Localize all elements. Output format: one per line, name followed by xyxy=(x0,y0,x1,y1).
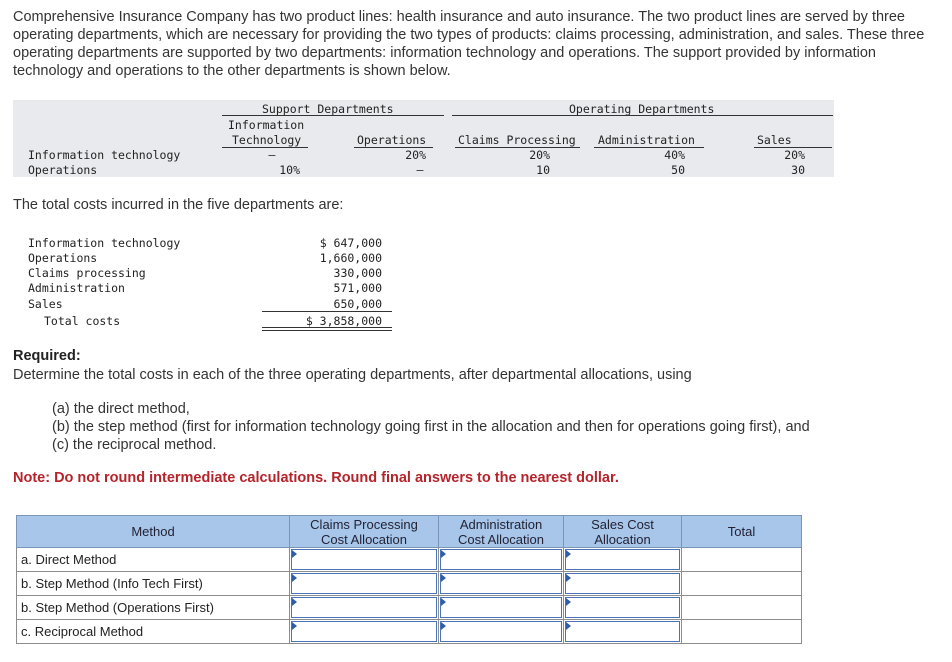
support-header-underline xyxy=(222,115,444,116)
total-cell xyxy=(682,572,802,596)
support-departments-header: Support Departments xyxy=(262,102,394,116)
row-ops-ops: – xyxy=(416,163,424,177)
admin-cell xyxy=(439,620,564,644)
claims-allocation-input[interactable] xyxy=(292,574,436,591)
cost-label-it: Information technology xyxy=(28,236,181,250)
header-claims-line2: Cost Allocation xyxy=(321,531,407,547)
admin-cell xyxy=(439,572,564,596)
col-sales: Sales xyxy=(757,133,792,147)
required-title: Required: xyxy=(13,348,81,364)
sales-cell xyxy=(564,596,682,620)
header-sales-line2: Allocation xyxy=(594,531,651,547)
cost-value-claims: 330,000 xyxy=(333,266,382,280)
admin-cell xyxy=(439,596,564,620)
row-ops-label: Operations xyxy=(28,163,98,177)
col-it-line1: Information xyxy=(228,118,305,132)
sales-allocation-input[interactable] xyxy=(566,598,679,615)
cost-value-total: $ 3,858,000 xyxy=(305,314,382,328)
sales-cell xyxy=(564,548,682,572)
header-method: Method xyxy=(17,516,290,548)
operating-departments-header: Operating Departments xyxy=(569,102,715,116)
table-row xyxy=(17,620,802,644)
sales-allocation-input[interactable] xyxy=(566,550,679,567)
col-claims-processing: Claims Processing xyxy=(458,133,576,147)
row-it-claims: 20% xyxy=(529,148,550,162)
header-total: Total xyxy=(682,516,802,548)
sales-allocation-input[interactable] xyxy=(566,574,679,591)
admin-allocation-input[interactable] xyxy=(441,598,561,615)
claims-allocation-input[interactable] xyxy=(292,598,436,615)
cost-total-double-underline xyxy=(262,327,392,331)
costs-intro: The total costs incurred in the five departments are: xyxy=(13,197,344,213)
table-row xyxy=(17,596,802,620)
rounding-note: Note: Do not round intermediate calculations. Round final answers to the nearest dollar. xyxy=(13,470,619,486)
cost-label-total: Total costs xyxy=(44,314,121,328)
method-label: a. Direct Method xyxy=(17,548,290,572)
header-sales xyxy=(564,516,682,548)
row-it-label: Information technology xyxy=(28,148,181,162)
col-administration: Administration xyxy=(598,133,695,147)
row-ops-claims: 10 xyxy=(536,163,550,177)
method-label: b. Step Method (Info Tech First) xyxy=(17,572,290,596)
claims-cell xyxy=(290,596,439,620)
header-admin xyxy=(439,516,564,548)
required-text: Determine the total costs in each of the three operating departments, after departmental allocations, using xyxy=(13,367,692,383)
method-label: b. Step Method (Operations First) xyxy=(17,596,290,620)
col-operations: Operations xyxy=(357,133,427,147)
cost-sum-line xyxy=(262,311,392,312)
admin-allocation-input[interactable] xyxy=(441,574,561,591)
total-cell xyxy=(682,596,802,620)
header-claims xyxy=(290,516,439,548)
row-ops-sales: 30 xyxy=(791,163,805,177)
answer-table xyxy=(16,515,802,644)
total-cell xyxy=(682,548,802,572)
operating-header-underline xyxy=(452,115,833,116)
row-it-it: – xyxy=(268,148,276,162)
cost-label-admin: Administration xyxy=(28,281,125,295)
total-cell xyxy=(682,620,802,644)
cost-label-claims: Claims processing xyxy=(28,266,146,280)
header-admin-line2: Cost Allocation xyxy=(458,531,544,547)
cost-label-ops: Operations xyxy=(28,251,98,265)
table-row xyxy=(17,548,802,572)
row-ops-admin: 50 xyxy=(671,163,685,177)
required-item-a: (a) the direct method, xyxy=(52,401,190,417)
row-ops-it: 10% xyxy=(279,163,300,177)
required-item-c: (c) the reciprocal method. xyxy=(52,437,217,453)
claims-allocation-input[interactable] xyxy=(292,550,436,567)
row-it-ops: 20% xyxy=(405,148,426,162)
table-row xyxy=(17,572,802,596)
claims-cell xyxy=(290,572,439,596)
required-item-b: (b) the step method (first for information technology going first in the allocation and then for operations going first), and xyxy=(52,419,810,435)
intro-paragraph: Comprehensive Insurance Company has two product lines: health insurance and auto insurance. The two product lines are served by three operating departments, which are necessary for providing the two types of products: claims processing, administration, and sales. These three operating departments are supported by two departments: information technology and operations. The support provided by information technology and operations to the other departments is shown below. xyxy=(13,9,925,79)
cost-value-ops: 1,660,000 xyxy=(319,251,382,265)
claims-allocation-input[interactable] xyxy=(292,622,436,639)
sales-cell xyxy=(564,572,682,596)
row-it-sales: 20% xyxy=(784,148,805,162)
sales-cell xyxy=(564,620,682,644)
row-it-admin: 40% xyxy=(664,148,685,162)
claims-cell xyxy=(290,620,439,644)
header-admin-line1: Administration xyxy=(459,516,543,532)
claims-cell xyxy=(290,548,439,572)
admin-allocation-input[interactable] xyxy=(441,550,561,567)
method-label: c. Reciprocal Method xyxy=(17,620,290,644)
cost-label-sales: Sales xyxy=(28,297,63,311)
admin-cell xyxy=(439,548,564,572)
cost-value-it: $ 647,000 xyxy=(319,236,382,250)
header-sales-line1: Sales Cost xyxy=(591,516,654,532)
sales-allocation-input[interactable] xyxy=(566,622,679,639)
admin-allocation-input[interactable] xyxy=(441,622,561,639)
cost-value-admin: 571,000 xyxy=(333,281,382,295)
col-it-line2: Technology xyxy=(232,133,302,147)
header-claims-line1: Claims Processing xyxy=(310,516,418,532)
cost-value-sales: 650,000 xyxy=(333,297,382,311)
